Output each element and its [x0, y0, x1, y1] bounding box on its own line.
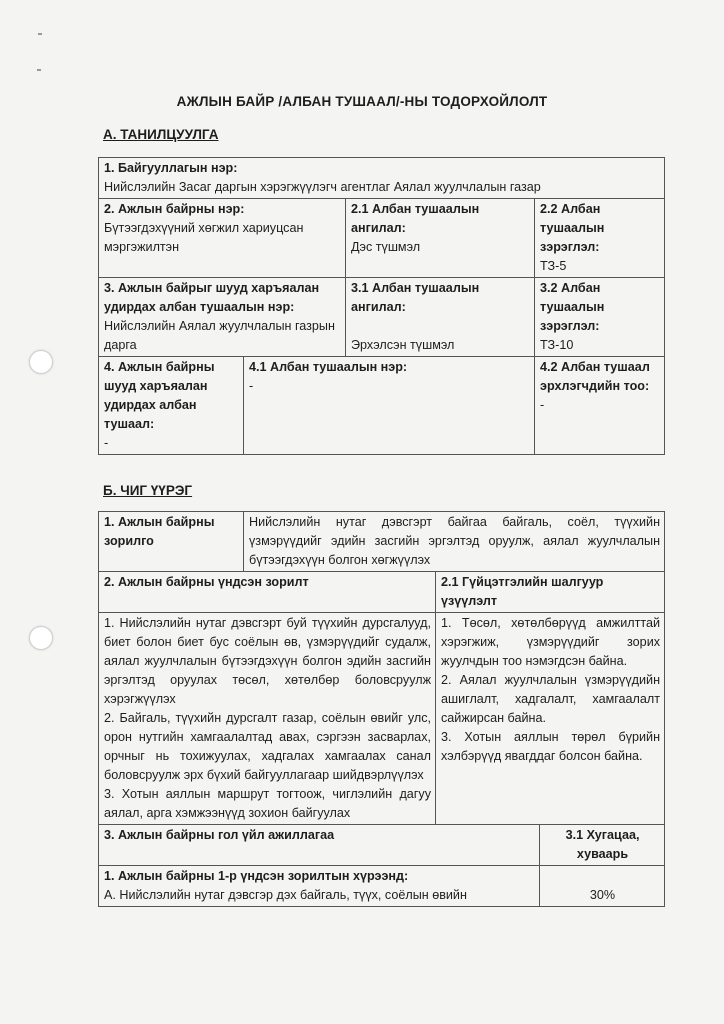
- purpose-value: Нийслэлийн нутаг дэвсгэрт байгаа байгаль, соёл, түүхийн үзмэрүүдийг эдийн засгийн эргэлтэд оруулж, аялал жуулчлалын бүтээгдэхүүн болгон хөгжүүлэх: [249, 515, 661, 567]
- class-label: 2.1 Албан тушаалын ангилал:: [351, 202, 480, 235]
- sub-name-label: 4.1 Албан тушаалын нэр:: [249, 360, 408, 374]
- time-header: 3.1 Хугацаа, хуваарь: [565, 828, 640, 861]
- grade-label: 2.2 Албан тушаалын зэрэглэл:: [540, 202, 605, 254]
- subordinate-value: -: [104, 436, 109, 450]
- section-b-heading: Б. ЧИГ ҮҮРЭГ: [103, 483, 193, 498]
- goal-item: 3. Хотын аяллын маршрут тогтоож, чиглэлийн дагуу аялал, арга хэмжээнүүд зохион байгуулах: [104, 787, 431, 820]
- table-row: [99, 572, 665, 613]
- punch-hole: [29, 350, 53, 374]
- sup-class-label: 3.1 Албан тушаалын ангилал:: [351, 281, 480, 314]
- section-a-heading: А. ТАНИЛЦУУЛГА: [103, 127, 219, 142]
- goal-item: 1. Нийслэлийн нутаг дэвсгэрт буй түүхийн дурсгалууд, биет болон биет бус соёлын өв, үзмэрүүдийг судалж, аялал жуулчлалын бүтээгдэхүүн болгон эдийн засгийн эргэлтэд оруулах төсөл, хөтөлбөр боловсруулж хэрэгжүүлэх: [104, 616, 431, 706]
- job-value: Бүтээгдэхүүний хөгжил хариуцсан мэргэжилтэн: [104, 221, 304, 254]
- activity-a: А. Нийслэлийн нутаг дэвсгэр дэх байгаль, түүх, соёлын өвийн: [104, 888, 467, 902]
- criteria-header: 2.1 Гүйцэтгэлийн шалгуур үзүүлэлт: [441, 575, 604, 608]
- table-row: [99, 278, 665, 357]
- sup-grade-value: ТЗ-10: [540, 338, 574, 352]
- supervisor-label: 3. Ажлын байрыг шууд харъяалан удирдах албан тушаалын нэр:: [104, 281, 320, 314]
- org-label: 1. Байгууллагын нэр:: [104, 161, 238, 175]
- table-row: [99, 825, 665, 866]
- sub-count-value: -: [540, 398, 545, 412]
- scan-speck: [37, 69, 41, 71]
- criteria-item: 1. Төсөл, хөтөлбөрүүд амжилттай хэрэгжиж, үзмэрүүдийг зорих жуулчдын тоо нэмэгдсэн байна.: [441, 616, 661, 668]
- grade-value: ТЗ-5: [540, 259, 567, 273]
- activity-a-pct: 30%: [589, 888, 616, 902]
- table-row: [99, 199, 665, 278]
- main-goal-header: 2. Ажлын байрны үндсэн зорилт: [104, 575, 309, 589]
- intro-table: [98, 157, 665, 455]
- criteria-item: 2. Аялал жуулчлалын үзмэрүүдийн ашиглалт, хадгалалт, хамгаалалт сайжирсан байна.: [441, 673, 661, 725]
- sub-goal-header: 1. Ажлын байрны 1-р үндсэн зорилтын хүрээнд:: [104, 869, 409, 883]
- goal-item: 2. Байгаль, түүхийн дурсгалт газар, соёлын өвийг улс, орон нутгийн хамгаалалтад авах, сэргээн засварлах, орчныг нь тохижуулах, хадгалах хамгаалах санал боловсруулж эрх бүхий байгууллагаар шийдвэрлүүлэх: [104, 711, 431, 782]
- subordinate-label: 4. Ажлын байрны шууд харъяалан удирдах албан тушаал:: [104, 360, 215, 431]
- job-label: 2. Ажлын байрны нэр:: [104, 202, 245, 216]
- sub-count-label: 4.2 Албан тушаал эрхлэгчдийн тоо:: [540, 360, 650, 393]
- punch-hole: [29, 626, 53, 650]
- table-row: [99, 866, 665, 907]
- org-value: Нийслэлийн Засаг даргын хэрэгжүүлэгч агентлаг Аялал жуулчлалын газар: [104, 180, 541, 194]
- scan-speck: [38, 33, 42, 35]
- sup-grade-label: 3.2 Албан тушаалын зэрэглэл:: [540, 281, 605, 333]
- purpose-label: 1. Ажлын байрны зорилго: [104, 515, 215, 548]
- document-title: АЖЛЫН БАЙР /АЛБАН ТУШААЛ/-НЫ ТОДОРХОЙЛОЛТ: [176, 94, 548, 109]
- sub-name-value: -: [249, 379, 254, 393]
- table-row: [99, 613, 665, 825]
- activity-header: 3. Ажлын байрны гол үйл ажиллагаа: [104, 828, 335, 842]
- table-row: [99, 158, 665, 199]
- sup-class-value: Эрхэлсэн түшмэл: [351, 338, 455, 352]
- class-value: Дэс түшмэл: [351, 240, 421, 254]
- table-row: [99, 512, 665, 572]
- table-row: [99, 357, 665, 455]
- criteria-item: 3. Хотын аяллын төрөл бүрийн хэлбэрүүд явагддаг болсон байна.: [441, 730, 661, 763]
- duties-table: [98, 511, 665, 907]
- supervisor-value: Нийслэлийн Аялал жуулчлалын газрын дарга: [104, 319, 335, 352]
